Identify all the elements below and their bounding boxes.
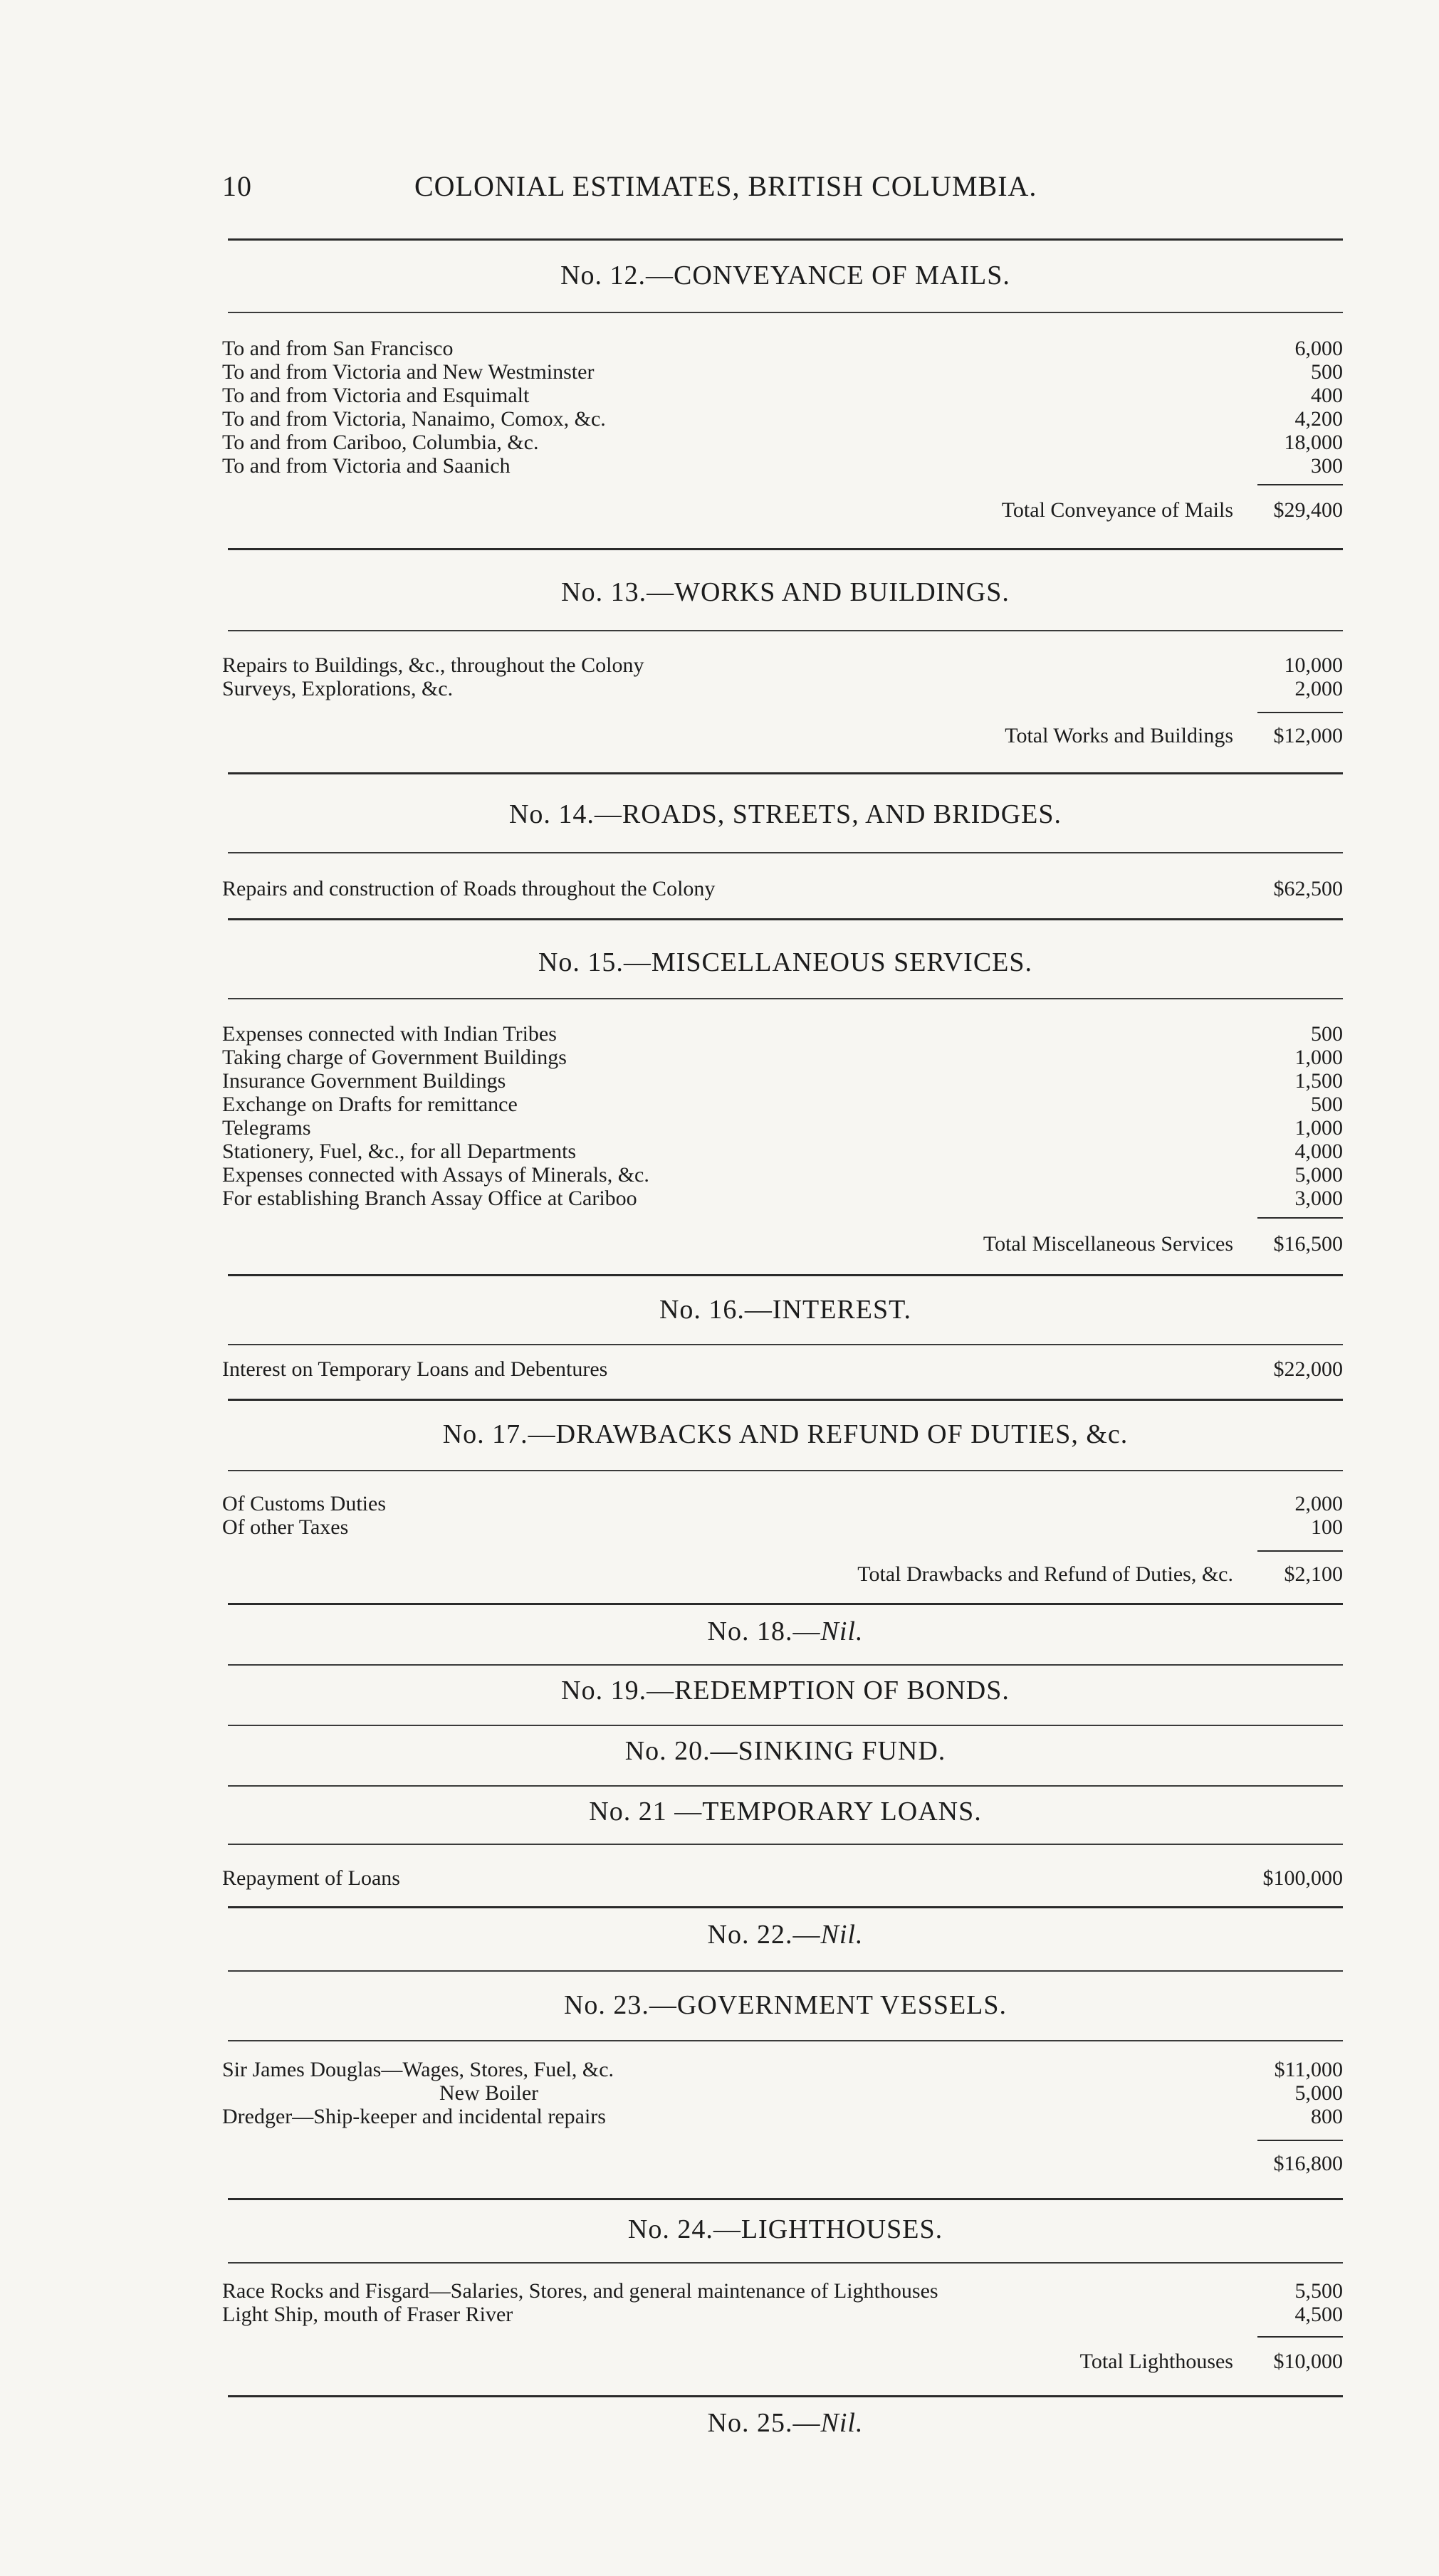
line-item: Taking charge of Government Buildings 1,000 bbox=[222, 1046, 1343, 1069]
line-item: Stationery, Fuel, &c., for all Departments 4,000 bbox=[222, 1140, 1343, 1163]
line-item: Expenses connected with Indian Tribes 500 bbox=[222, 1022, 1343, 1046]
section-title-15: No. 15.—MISCELLANEOUS SERVICES. bbox=[538, 947, 1033, 977]
line-item: Repairs and construction of Roads throughout the Colony $62,500 bbox=[222, 877, 1343, 900]
line-item: To and from Victoria, Nanaimo, Comox, &c. 4,200 bbox=[222, 407, 1343, 431]
line-item: Of other Taxes 100 bbox=[222, 1515, 1343, 1539]
line-item: New Boiler 5,000 bbox=[439, 2081, 1343, 2105]
section-total: Total Miscellaneous Services $16,500 bbox=[983, 1232, 1343, 1256]
rule bbox=[228, 238, 1343, 241]
sum-rule bbox=[1257, 2140, 1343, 2141]
page-title: COLONIAL ESTIMATES, BRITISH COLUMBIA. bbox=[414, 170, 1037, 202]
line-item: Race Rocks and Fisgard—Salaries, Stores, and general maintenance of Lighthouses 5,500 bbox=[222, 2279, 1343, 2303]
rule bbox=[228, 312, 1343, 313]
rule bbox=[228, 1603, 1343, 1605]
rule bbox=[228, 2262, 1343, 2264]
line-item: Expenses connected with Assays of Minerals, &c. 5,000 bbox=[222, 1163, 1343, 1187]
rule bbox=[228, 1470, 1343, 1471]
line-item: Light Ship, mouth of Fraser River 4,500 bbox=[222, 2303, 1343, 2326]
section-title-16: No. 16.—INTEREST. bbox=[659, 1295, 912, 1325]
sum-rule bbox=[1257, 1217, 1343, 1219]
rule bbox=[228, 1725, 1343, 1726]
section-title-14: No. 14.—ROADS, STREETS, AND BRIDGES. bbox=[508, 799, 1062, 829]
line-item: To and from Victoria and Saanich 300 bbox=[222, 454, 1343, 478]
line-item: To and from Cariboo, Columbia, &c. 18,000 bbox=[222, 431, 1343, 454]
line-item: Surveys, Explorations, &c. 2,000 bbox=[222, 677, 1343, 700]
section-total: $16,800 bbox=[1273, 2152, 1343, 2175]
page-header bbox=[222, 169, 1333, 212]
section-total: Total Conveyance of Mails $29,400 bbox=[1001, 498, 1343, 522]
rule bbox=[228, 2198, 1343, 2200]
section-title-17: No. 17.—DRAWBACKS AND REFUND OF DUTIES, &c. bbox=[442, 1419, 1129, 1449]
section-title-12: No. 12.—CONVEYANCE OF MAILS. bbox=[560, 261, 1010, 290]
section-title-24: No. 24.—LIGHTHOUSES. bbox=[627, 2214, 943, 2244]
line-item: To and from Victoria and New Westminster 500 bbox=[222, 360, 1343, 384]
line-item: Interest on Temporary Loans and Debentures $22,000 bbox=[222, 1357, 1343, 1381]
sum-rule bbox=[1257, 712, 1343, 713]
line-item: Telegrams 1,000 bbox=[222, 1116, 1343, 1140]
section-title-21: No. 21 —TEMPORARY LOANS. bbox=[589, 1797, 982, 1826]
rule bbox=[228, 1344, 1343, 1345]
line-item: Insurance Government Buildings 1,500 bbox=[222, 1069, 1343, 1093]
rule bbox=[228, 1970, 1343, 1972]
page-number: 10 bbox=[222, 170, 252, 202]
section-title-20: No. 20.—SINKING FUND. bbox=[624, 1736, 946, 1766]
rule bbox=[228, 852, 1343, 853]
line-item: To and from San Francisco 6,000 bbox=[222, 337, 1343, 360]
rule bbox=[228, 918, 1343, 920]
line-item: Dredger—Ship-keeper and incidental repairs 800 bbox=[222, 2105, 1343, 2128]
rule bbox=[228, 630, 1343, 631]
line-item: Repairs to Buildings, &c., throughout the Colony 10,000 bbox=[222, 653, 1343, 677]
sum-rule bbox=[1257, 1550, 1343, 1552]
line-item: Of Customs Duties 2,000 bbox=[222, 1492, 1343, 1515]
rule bbox=[228, 1274, 1343, 1276]
line-item: To and from Victoria and Esquimalt 400 bbox=[222, 384, 1343, 407]
section-total: Total Drawbacks and Refund of Duties, &c. $2,100 bbox=[857, 1562, 1343, 1586]
rule bbox=[228, 772, 1343, 774]
rule bbox=[228, 1785, 1343, 1787]
section-title-19: No. 19.—REDEMPTION OF BONDS. bbox=[561, 1676, 1010, 1705]
rule bbox=[228, 2395, 1343, 2397]
rule bbox=[228, 548, 1343, 550]
section-title-23: No. 23.—GOVERNMENT VESSELS. bbox=[563, 1990, 1008, 2020]
rule bbox=[228, 1664, 1343, 1666]
rule bbox=[228, 1844, 1343, 1845]
line-item: Exchange on Drafts for remittance 500 bbox=[222, 1093, 1343, 1116]
section-title-22: No. 22.—Nil. bbox=[707, 1920, 864, 1950]
section-title-13: No. 13.—WORKS AND BUILDINGS. bbox=[561, 577, 1010, 607]
line-item: For establishing Branch Assay Office at Cariboo 3,000 bbox=[222, 1187, 1343, 1210]
rule bbox=[228, 2040, 1343, 2041]
section-title-18: No. 18.—Nil. bbox=[707, 1616, 864, 1646]
section-title-25: No. 25.—Nil. bbox=[707, 2408, 864, 2438]
rule bbox=[228, 998, 1343, 999]
line-item: Sir James Douglas—Wages, Stores, Fuel, &c. $11,000 bbox=[222, 2058, 1343, 2081]
section-total: Total Lighthouses $10,000 bbox=[1079, 2350, 1343, 2373]
line-item: Repayment of Loans $100,000 bbox=[222, 1866, 1343, 1890]
sum-rule bbox=[1257, 484, 1343, 485]
section-total: Total Works and Buildings $12,000 bbox=[1005, 724, 1343, 747]
rule bbox=[228, 1906, 1343, 1908]
rule bbox=[228, 1399, 1343, 1401]
sum-rule bbox=[1257, 2336, 1343, 2338]
